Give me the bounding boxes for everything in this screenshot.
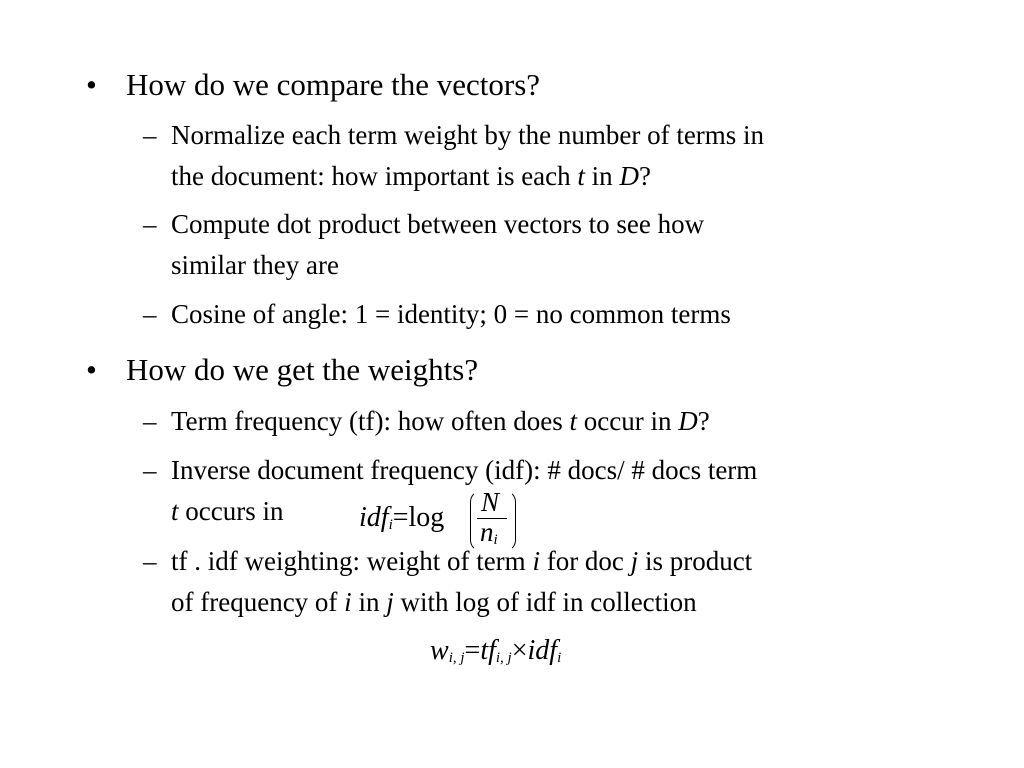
- dash-marker: –: [143, 120, 157, 150]
- italic-D: D: [619, 161, 639, 191]
- formula-times: ×: [511, 635, 528, 666]
- dash-marker: –: [143, 406, 157, 436]
- text-run: ?: [638, 161, 651, 191]
- formula-tf-sub: i, j: [495, 650, 512, 666]
- text-run: in: [351, 587, 387, 617]
- sub-1-3-line-1: Cosine of angle: 1 = identity; 0 = no common terms: [171, 299, 731, 329]
- text-run: ?: [697, 406, 710, 436]
- text-run: is product: [638, 546, 753, 576]
- bullet-2-text: How do we get the weights?: [126, 352, 479, 387]
- formula-tf: tf: [480, 635, 496, 666]
- italic-t: t: [577, 161, 585, 191]
- text-run: occur in: [576, 406, 679, 436]
- dash-marker: –: [143, 455, 157, 485]
- italic-i: i: [344, 587, 352, 617]
- italic-i: i: [532, 546, 540, 576]
- formula-idf-den-sub: i: [493, 532, 498, 548]
- text-run: of frequency of: [171, 587, 345, 617]
- formula-w: w: [430, 635, 449, 666]
- bullet-marker: •: [86, 67, 97, 102]
- formula-idf-sub: i: [557, 650, 562, 666]
- bullet-marker: •: [86, 352, 97, 387]
- formula-idf-lhs: idf: [359, 502, 389, 533]
- formula-idf: idf: [527, 635, 558, 666]
- dash-marker: –: [143, 209, 157, 239]
- bullet-2: [86, 354, 97, 385]
- italic-t: t: [569, 406, 577, 436]
- formula-idf-lhs-sub: i: [388, 517, 393, 533]
- italic-t: t: [171, 496, 179, 526]
- sub-1-1-line-1: Normalize each term weight by the number of terms in: [171, 120, 765, 150]
- text-run: tf . idf weighting: weight of term: [171, 546, 533, 576]
- text-run: Term frequency (tf): how often does: [171, 406, 570, 436]
- sub-1-2-line-1: Compute dot product between vectors to see how: [171, 209, 705, 239]
- formula-w-eq: =: [464, 635, 481, 666]
- text-run: with log of idf in collection: [393, 587, 697, 617]
- sub-2-3-line-2: [171, 589, 697, 616]
- sub-2-2-line-1: Inverse document frequency (idf): # docs/ # docs term: [171, 455, 758, 485]
- bullet-1-text: How do we compare the vectors?: [126, 67, 541, 102]
- formula-idf-numerator: N: [481, 487, 500, 517]
- dash-marker: –: [143, 546, 157, 576]
- formula-idf-denominator: [480, 519, 498, 548]
- italic-j: j: [630, 546, 639, 576]
- sub-2-1-line-1: [171, 408, 710, 435]
- italic-j: j: [386, 587, 394, 617]
- text-run: the document: how important is each: [171, 161, 578, 191]
- sub-1-1-line-2: [171, 163, 651, 190]
- bullet-1: [86, 69, 97, 100]
- dash-marker: –: [143, 299, 157, 329]
- formula-idf-log: log: [408, 502, 445, 533]
- sub-1-2-line-2: similar they are: [171, 250, 339, 280]
- formula-w-sub: i, j: [448, 650, 465, 666]
- formula-idf-den-n: n: [480, 517, 494, 547]
- text-run: for doc: [539, 546, 631, 576]
- italic-D: D: [678, 406, 698, 436]
- text-run: in: [584, 161, 620, 191]
- text-run: occurs in: [178, 496, 284, 526]
- formula-idf-eq: =: [392, 502, 409, 533]
- sub-2-2-line-2: [171, 498, 283, 525]
- weight-formula: [430, 637, 561, 666]
- idf-formula: [359, 504, 444, 533]
- sub-2-3-line-1: [171, 548, 752, 575]
